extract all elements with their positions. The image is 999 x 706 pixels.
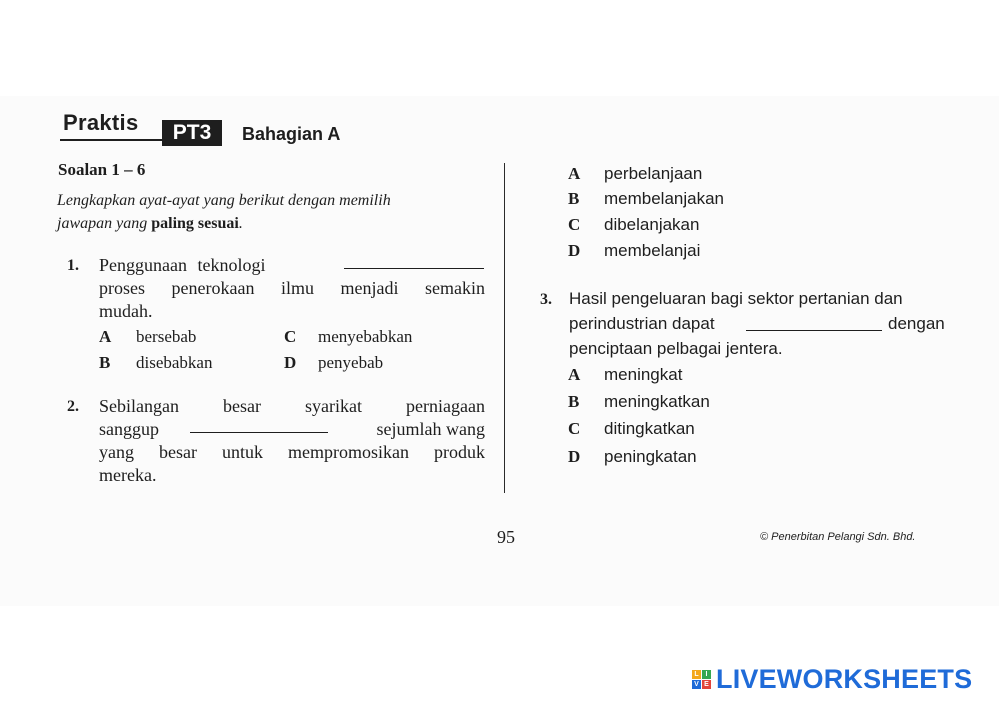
- q1-option-d[interactable]: penyebab: [318, 353, 384, 372]
- question-3-number: 3.: [540, 291, 552, 308]
- soalan-heading: Soalan 1 – 6: [58, 160, 146, 179]
- q2-option-d[interactable]: membelanjai: [604, 241, 701, 260]
- question-2-blank[interactable]: [190, 418, 328, 433]
- question-2-line-1: Sebilangan besar syarikat perniagaan: [99, 396, 485, 416]
- question-1-blank[interactable]: [344, 254, 484, 269]
- q3-option-d[interactable]: peningkatan: [604, 447, 697, 466]
- q1-option-d-letter: D: [284, 353, 297, 372]
- question-2-line-4: mereka.: [99, 465, 157, 485]
- logo-tile-e: E: [702, 680, 711, 689]
- q2-option-b[interactable]: membelanjakan: [604, 189, 725, 208]
- praktis-title: Praktis: [63, 110, 139, 135]
- question-3-line-2-end: dengan: [888, 314, 945, 333]
- question-1-line-2: proses penerokaan ilmu menjadi semakin: [99, 278, 485, 298]
- question-3-blank[interactable]: [746, 316, 882, 331]
- q2-option-a-letter: A: [568, 164, 581, 183]
- q1-option-a[interactable]: bersebab: [136, 327, 197, 346]
- q1-option-b[interactable]: disebabkan: [136, 353, 213, 372]
- column-divider: [504, 163, 505, 493]
- question-2-number: 2.: [67, 398, 79, 415]
- q2-option-b-letter: B: [568, 189, 580, 208]
- q3-option-b-letter: B: [568, 392, 580, 411]
- q2-option-c-letter: C: [568, 215, 581, 234]
- instruction-line-2: jawapan yang paling sesuai.: [57, 215, 243, 232]
- logo-tile-v: V: [692, 680, 701, 689]
- copyright-text: © Penerbitan Pelangi Sdn. Bhd.: [760, 531, 916, 543]
- q3-option-d-letter: D: [568, 447, 581, 466]
- liveworksheets-logo-text[interactable]: LIVEWORKSHEETS: [716, 664, 973, 694]
- question-2-line-2-start: sanggup: [99, 419, 159, 439]
- q1-option-b-letter: B: [99, 353, 111, 372]
- section-title: Bahagian A: [242, 124, 341, 144]
- q1-option-c-letter: C: [284, 327, 297, 346]
- logo-tile-i: I: [702, 670, 711, 679]
- praktis-underline: [60, 139, 164, 141]
- q3-option-c[interactable]: ditingkatkan: [604, 419, 695, 438]
- question-1-line-3: mudah.: [99, 301, 153, 321]
- q2-option-a[interactable]: perbelanjaan: [604, 164, 703, 183]
- q2-option-c[interactable]: dibelanjakan: [604, 215, 700, 234]
- q3-option-b[interactable]: meningkatkan: [604, 392, 710, 411]
- question-3-line-1: Hasil pengeluaran bagi sektor pertanian dan: [569, 289, 903, 308]
- q2-option-d-letter: D: [568, 241, 581, 260]
- question-1-number: 1.: [67, 257, 79, 274]
- q1-option-a-letter: A: [99, 327, 112, 346]
- q1-option-c[interactable]: menyebabkan: [318, 327, 413, 346]
- question-2-line-2-end: sejumlah wang: [376, 419, 485, 439]
- question-2-line-3: yang besar untuk mempromosikan produk: [99, 442, 485, 462]
- question-3-line-3: penciptaan pelbagai jentera.: [569, 339, 783, 358]
- q3-option-a-letter: A: [568, 365, 581, 384]
- page-number: 95: [497, 527, 515, 547]
- q3-option-a[interactable]: meningkat: [604, 365, 683, 384]
- liveworksheets-logo-icon: [692, 670, 712, 690]
- question-3-line-2-start: perindustrian dapat: [569, 314, 715, 333]
- instruction-line-1: Lengkapkan ayat-ayat yang berikut dengan memilih: [57, 192, 391, 209]
- pt3-badge: PT3: [162, 120, 222, 146]
- logo-tile-l: L: [692, 670, 701, 679]
- question-1-line-1: Penggunaan teknologi: [99, 255, 266, 275]
- q3-option-c-letter: C: [568, 419, 581, 438]
